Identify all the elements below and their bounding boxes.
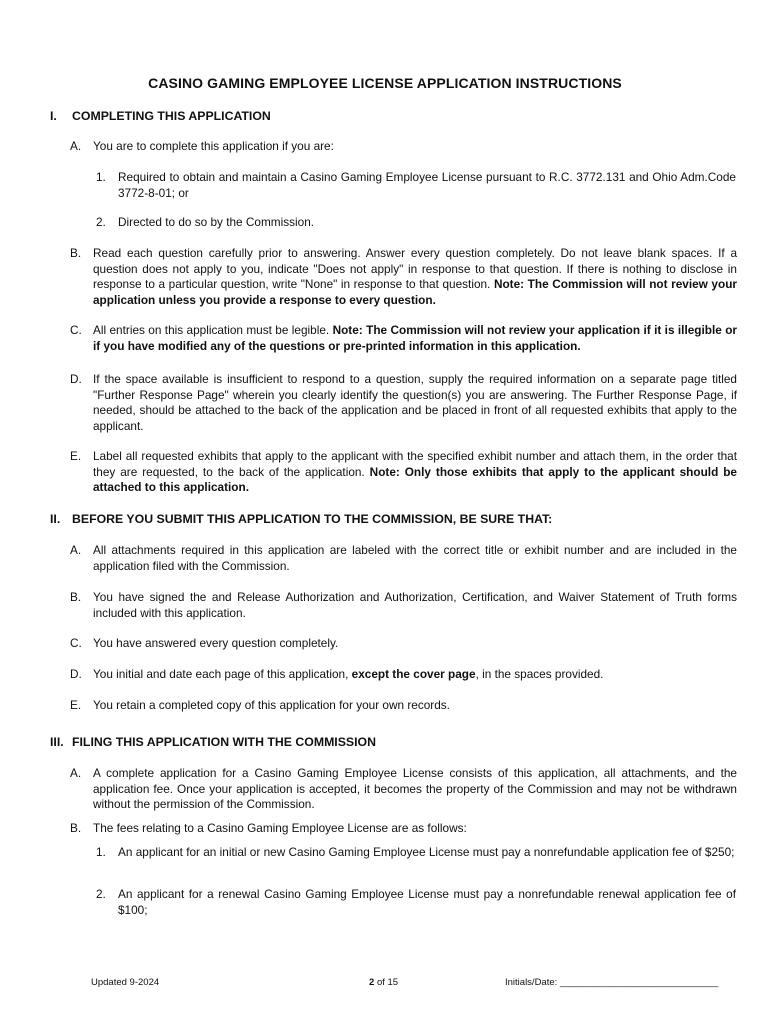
footer-updated-date: Updated 9-2024 [91,977,160,988]
item-plain-text: Read each question carefully prior to answering. Answer every question completely. Do not leave blank spaces. If a question does not apply to you, indicate "Does not apply" in response to that question. If there is nothing to disclose in response to a particular question, write "None" in response to that question. [93,246,737,291]
section-2-title: BEFORE YOU SUBMIT THIS APPLICATION TO THE COMMISSION, BE SURE THAT: [72,512,553,526]
item-text [93,667,737,683]
section-3-item-b-1 [96,845,736,861]
item-label: B. [70,246,82,260]
footer-page-number [369,977,398,988]
item-text: You are to complete this application if you are: [93,139,334,153]
item-label: E. [70,449,82,463]
item-label: A. [70,139,82,153]
section-1-number: I. [50,109,57,123]
item-label: A. [70,766,82,780]
item-plain-text: All entries on this application must be legible. [93,323,330,337]
section-2-item-a [70,543,737,574]
item-text: You retain a completed copy of this application for your own records. [93,698,450,712]
section-3-heading [50,735,376,749]
section-1-heading [50,109,271,123]
item-text: If the space available is insufficient to respond to a question, supply the required information on a separate page titled "Further Response Page" wherein you clearly identify the question(s) you are answering. The Further Response Page, if needed, should be attached to the back of the application and be placed in front of all requested exhibits that apply to the applicant. [93,372,737,433]
item-bold-text: except the cover page [351,667,476,681]
section-2-item-b [70,590,737,621]
section-2-heading [50,512,552,526]
item-text: A complete application for a Casino Gaming Employee License consists of this application, all attachments, and the application fee. Once your application is accepted, it becomes the property of the Commission and may not be withdrawn without the permission of the Commission. [93,766,737,811]
section-3-item-a [70,766,737,813]
section-3-number: III. [50,735,64,749]
section-2-item-c [70,636,737,652]
item-bold-note: Note: Only those exhibits that apply to the applicant should be attached to this application. [93,464,737,494]
footer-initials [505,977,718,988]
section-1-item-a [70,139,737,155]
section-1-item-e [70,449,737,496]
item-label: B. [70,821,82,835]
item-label: 1. [96,170,106,184]
section-1-item-a-2 [96,215,736,231]
item-text [93,449,737,496]
item-text: An applicant for an initial or new Casino Gaming Employee License must pay a nonrefundable application fee of $250; [118,845,735,859]
item-label: D. [70,667,82,681]
section-3-item-b-2 [96,887,736,918]
item-label: 1. [96,845,106,859]
item-text: The fees relating to a Casino Gaming Employee License are as follows: [93,821,467,835]
section-2-number: II. [50,512,61,526]
item-text [93,323,737,354]
page-total: of 15 [376,977,399,988]
item-text: Required to obtain and maintain a Casino Gaming Employee License pursuant to R.C. 3772.131 and Ohio Adm.Code 3772-8-01; or [118,170,736,200]
item-plain-text-end: , in the spaces provided. [475,667,604,681]
section-1-item-a-1 [96,170,736,201]
item-text: You have signed the and Release Authorization and Authorization, Certification, and Waiver Statement of Truth forms included with this application. [93,590,737,620]
item-label: D. [70,372,82,386]
section-2-item-d [70,667,737,683]
item-text [93,246,737,308]
initials-label: Initials/Date: [505,977,558,988]
section-1-item-c [70,323,737,354]
item-plain-text: You initial and date each page of this application, [93,667,349,681]
item-label: A. [70,543,82,557]
item-label: C. [70,323,82,337]
section-3-item-b [70,821,737,837]
document-title: CASINO GAMING EMPLOYEE LICENSE APPLICATION INSTRUCTIONS [148,75,622,91]
item-label: B. [70,590,82,604]
item-bold-note: Note: The Commission will not review your application unless you provide a response to every question. [93,277,737,307]
initials-line[interactable]: ______________________________ [559,977,719,988]
section-3-title: FILING THIS APPLICATION WITH THE COMMISSION [72,735,376,749]
item-text: All attachments required in this application are labeled with the correct title or exhibit number and are included in the application filed with the Commission. [93,543,737,573]
item-text: You have answered every question completely. [93,636,339,650]
item-plain-text: Label all requested exhibits that apply to the applicant with the specified exhibit number and attach them, in the order that they are requested, to the back of the application. [93,449,737,479]
item-label: 2. [96,215,106,229]
section-1-item-d [70,372,737,434]
item-label: 2. [96,887,106,901]
item-bold-note: Note: The Commission will not review your application if it is illegible or if you have modified any of the questions or pre-printed information in this application. [93,323,737,353]
item-text: An applicant for a renewal Casino Gaming Employee License must pay a nonrefundable renewal application fee of $100; [118,887,736,917]
page-current: 2 [369,977,375,988]
item-text: Directed to do so by the Commission. [118,215,315,229]
section-1-title: COMPLETING THIS APPLICATION [72,109,271,123]
section-1-item-b [70,246,737,308]
section-2-item-e [70,698,737,714]
item-label: C. [70,636,82,650]
item-label: E. [70,698,82,712]
